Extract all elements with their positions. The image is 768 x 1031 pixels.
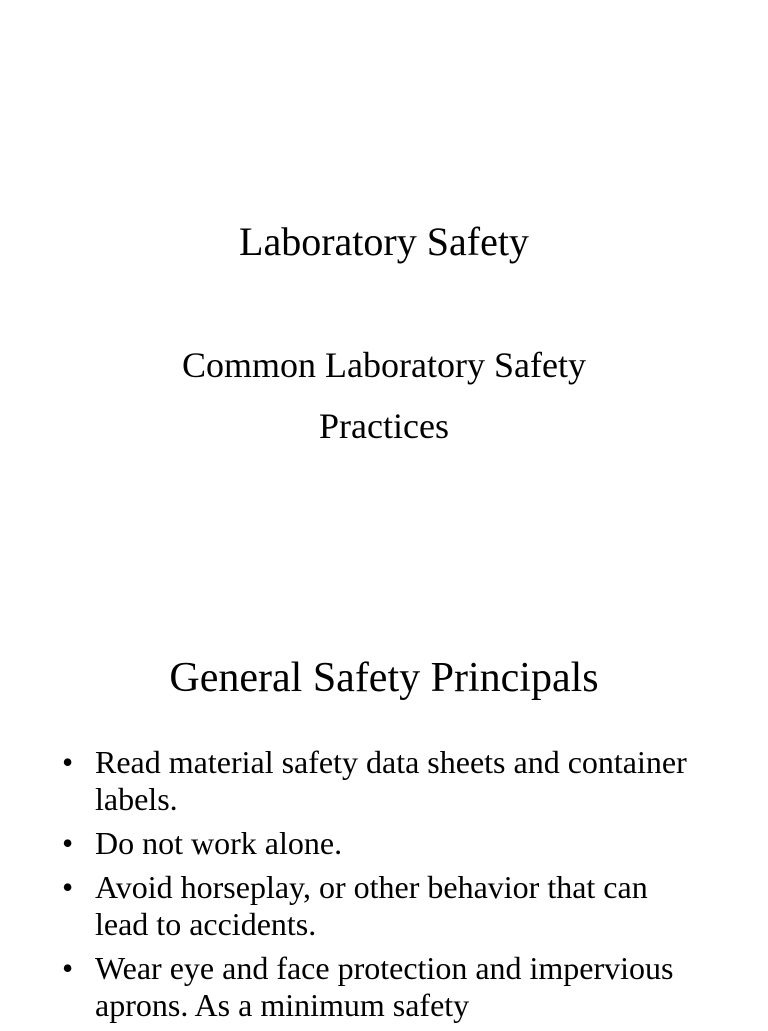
list-item [0,869,768,943]
list-item-text: Avoid horseplay, or other behavior that can lead to accidents. [95,869,648,942]
slide-title: Laboratory Safety [239,219,529,264]
section-heading: General Safety Principals [169,655,599,701]
bullet-icon: • [62,950,74,986]
list-item-text: Read material safety data sheets and container labels. [95,744,687,817]
list-item [0,744,768,818]
list-item-text: Wear eye and face protection and impervious aprons. As a minimum safety [95,950,674,1023]
slide-subtitle [0,335,768,457]
subtitle-line-2: Practices [319,406,449,446]
subtitle-line-1: Common Laboratory Safety [182,345,586,385]
bullet-icon: • [62,825,74,861]
bullet-icon: • [62,744,74,780]
list-item [0,825,768,862]
list-item-text: Do not work alone. [95,825,343,861]
bullet-icon: • [62,869,74,905]
bullet-list [0,744,768,1031]
list-item [0,950,768,1024]
